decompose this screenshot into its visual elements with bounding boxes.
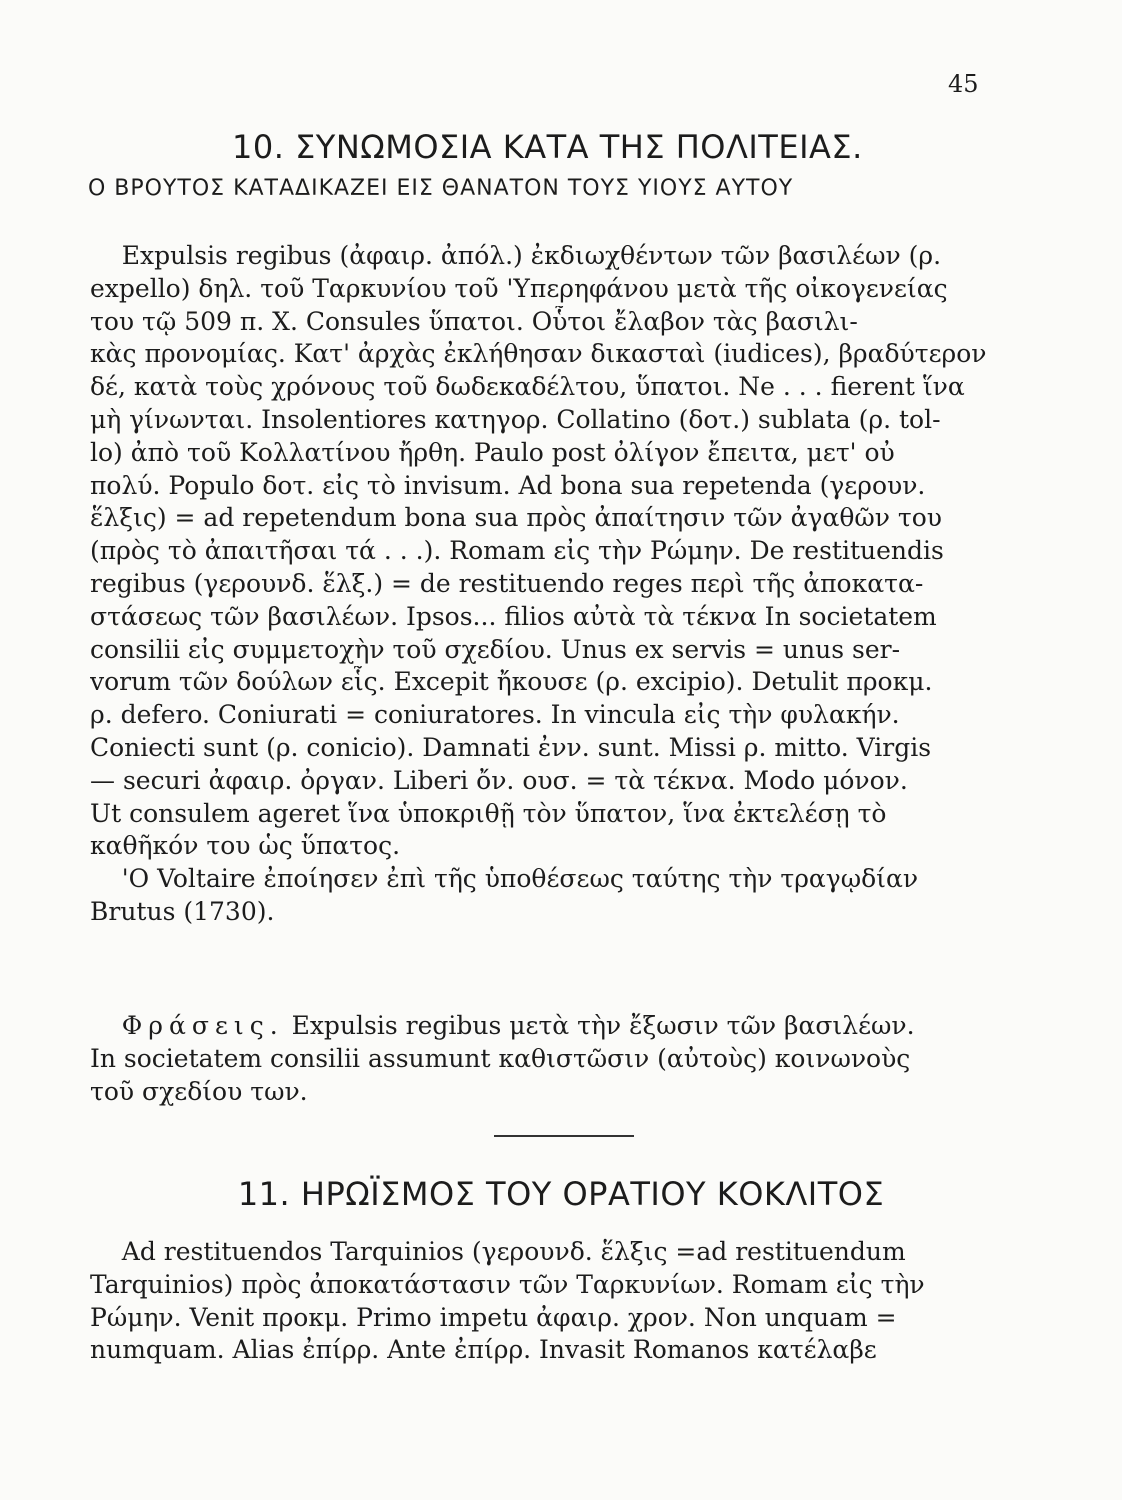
- section-10-title: 10. ΣΥΝΩΜΟΣΙΑ ΚΑΤΑ ΤΗΣ ΠΟΛΙΤΕΙΑΣ.: [232, 128, 863, 166]
- note-line: κὰς προνομίας. Κατ' ἀρχὰς ἐκλήθησαν δικασταὶ (iudices), βραδύτερον: [90, 339, 987, 369]
- phrase-line: Expulsis regibus μετὰ τὴν ἔξωσιν τῶν βασιλέων.: [283, 1011, 915, 1040]
- note-line: regibus (γερουνδ. ἕλξ.) = de restituendo reges περὶ τῆς ἀποκατα-: [90, 568, 924, 598]
- phrase-line: τοῦ σχεδίου των.: [90, 1076, 308, 1106]
- note-line: — securi ἀφαιρ. ὀργαν. Liberi ὄν. ουσ. = τὰ τέκνα. Modo μόνον.: [90, 765, 908, 795]
- section-10-phrases: [90, 1010, 990, 1108]
- note-line: ἕλξις) = ad repetendum bona sua πρὸς ἀπαίτησιν τῶν ἀγαθῶν του: [90, 503, 942, 533]
- note-line: expello) δηλ. τοῦ Ταρκυνίου τοῦ 'Υπερηφάνου μετὰ τῆς οἰκογενείας: [90, 273, 948, 303]
- note-line: μὴ γίνωνται. Insolentiores κατηγορ. Collatino (δοτ.) sublata (ρ. tol-: [90, 404, 941, 434]
- note-line: Tarquinios) πρὸς ἀποκατάστασιν τῶν Ταρκυνίων. Romam εἰς τὴν: [90, 1269, 925, 1299]
- note-line: Expulsis regibus (ἀφαιρ. ἀπόλ.) ἐκδιωχθέντων τῶν βασιλέων (ρ.: [90, 241, 942, 270]
- note-line: Coniecti sunt (ρ. conicio). Damnati ἐνν. sunt. Missi ρ. mitto. Virgis: [90, 732, 932, 762]
- note-line: Ρώμην. Venit προκμ. Primo impetu ἀφαιρ. χρον. Non unquam =: [90, 1302, 897, 1332]
- section-10-notes: [90, 240, 990, 929]
- note-line: στάσεως τῶν βασιλέων. Ipsos... filios αὐτὰ τὰ τέκνα In societatem: [90, 601, 937, 631]
- note-line: 'Ο Voltaire ἐποίησεν ἐπὶ τῆς ὑποθέσεως ταύτης τὴν τραγῳδίαν: [90, 864, 919, 894]
- note-line: vorum τῶν δούλων εἷς. Excepit ἤκουσε (ρ. excipio). Detulit προκμ.: [90, 667, 933, 697]
- section-10-subtitle: Ο ΒΡΟΥΤΟΣ ΚΑΤΑΔΙΚΑΖΕΙ ΕΙΣ ΘΑΝΑΤΟΝ ΤΟΥΣ ΥΙΟΥΣ ΑΥΤΟΥ: [88, 176, 794, 201]
- note-line: Ut consulem ageret ἵνα ὑποκριθῇ τὸν ὕπατον, ἵνα ἐκτελέσῃ τὸ: [90, 798, 887, 828]
- note-line: consilii εἰς συμμετοχὴν τοῦ σχεδίου. Unus ex servis = unus ser-: [90, 634, 901, 664]
- phrases-label: Φράσεις.: [121, 1011, 284, 1040]
- note-line: Ad restituendos Tarquinios (γερουνδ. ἕλξις =ad restituendum: [90, 1237, 906, 1266]
- note-line: καθῆκόν του ὡς ὕπατος.: [90, 831, 401, 861]
- note-line: (πρὸς τὸ ἀπαιτῆσαι τά . . .). Romam εἰς τὴν Ρώμην. De restituendis: [90, 536, 944, 566]
- section-11-title: 11. ΗΡΩΪΣΜΟΣ ΤΟΥ ΟΡΑΤΙΟΥ ΚΟΚΛΙΤΟΣ: [237, 1175, 885, 1213]
- section-11-notes: [90, 1236, 990, 1367]
- page-number: 45: [948, 70, 979, 98]
- note-line: Brutus (1730).: [90, 896, 275, 926]
- note-line: δέ, κατὰ τοὺς χρόνους τοῦ δωδεκαδέλτου, ὕπατοι. Ne . . . fierent ἵνα: [90, 372, 965, 402]
- note-line: lo) ἀπὸ τοῦ Κολλατίνου ἤρθη. Paulo post ὀλίγον ἔπειτα, μετ' οὐ: [90, 437, 895, 467]
- note-line: του τῷ 509 π. Χ. Consules ὕπατοι. Οὗτοι ἔλαβον τὰς βασιλι-: [90, 306, 858, 336]
- phrase-line: In societatem consilii assumunt καθιστῶσιν (αὐτοὺς) κοινωνοὺς: [90, 1043, 911, 1073]
- note-line: numquam. Alias ἐπίρρ. Ante ἐπίρρ. Invasit Romanos κατέλαβε: [90, 1335, 877, 1365]
- section-divider: [494, 1135, 634, 1137]
- note-line: ρ. defero. Coniurati = coniuratores. In vincula εἰς τὴν φυλακήν.: [90, 700, 900, 730]
- note-line: πολύ. Populo δοτ. εἰς τὸ invisum. Ad bona sua repetenda (γερουν.: [90, 470, 926, 500]
